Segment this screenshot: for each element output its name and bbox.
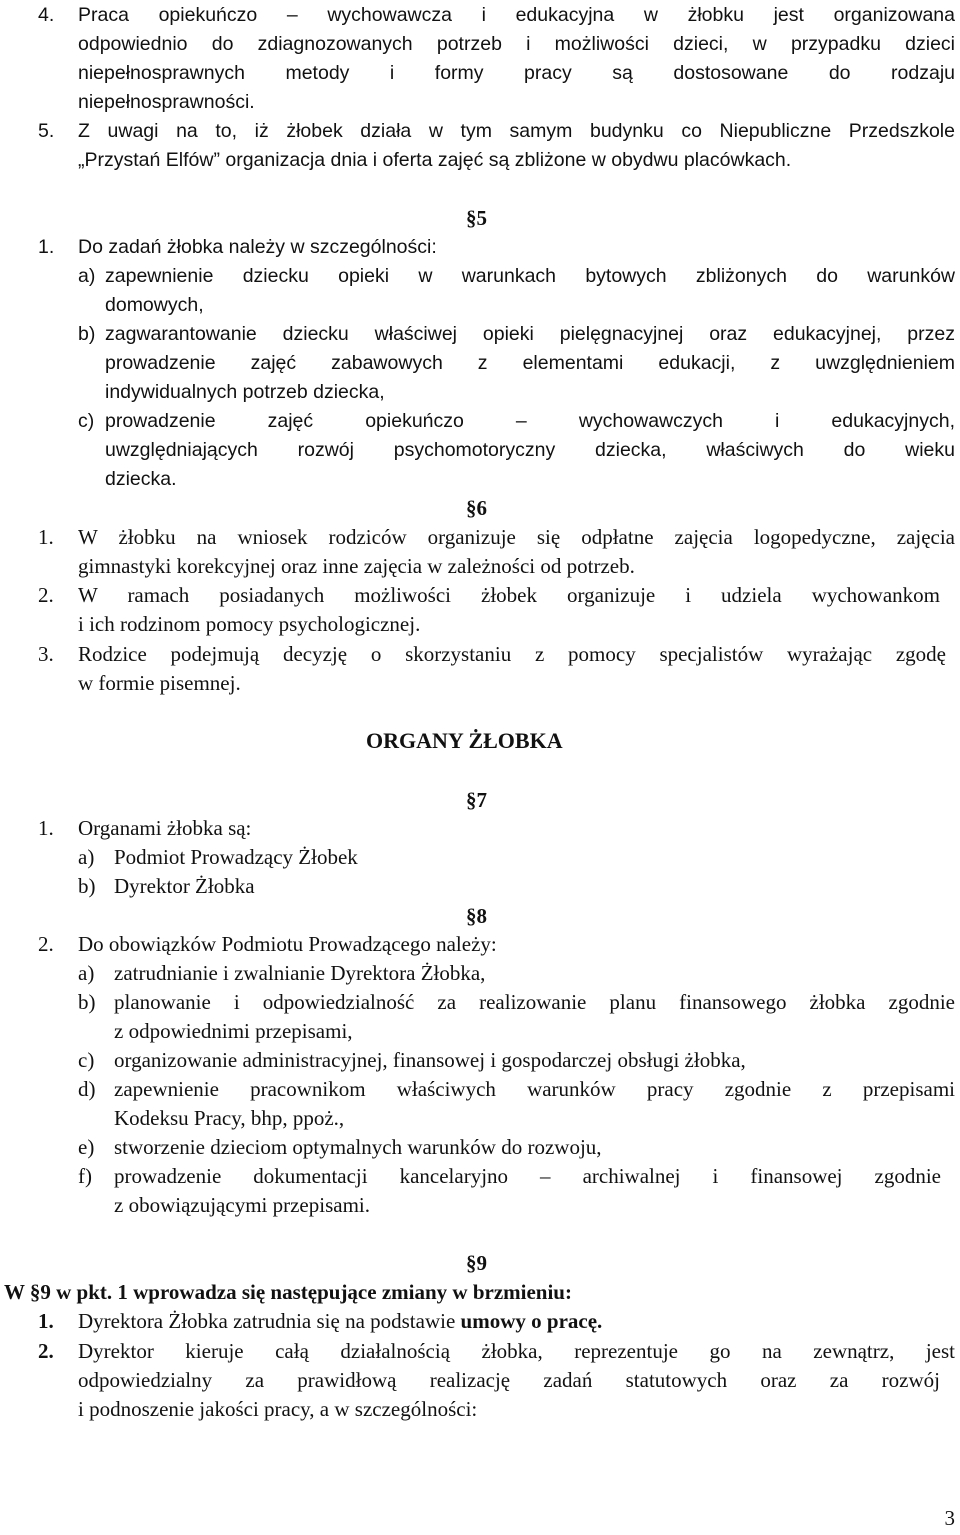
item-line: i ich rodzinom pomocy psychologicznej.: [78, 612, 421, 636]
item-number: 2.: [38, 932, 54, 956]
subitem-text: Dyrektor Żłobka: [114, 874, 255, 898]
subitem-letter: a): [78, 265, 96, 287]
subitem-text: stworzenie dzieciom optymalnych warunków do rozwoju,: [114, 1135, 602, 1159]
section-heading: §5: [466, 206, 487, 230]
item-text: [78, 1307, 602, 1336]
item-line: W ramach posiadanych możliwości żłobek organizuje i udziela wychowankom: [78, 583, 940, 607]
subitem-letter: d): [78, 1077, 96, 1101]
section-number: 7: [476, 788, 487, 812]
section-number: 5: [476, 206, 487, 230]
paragraph-line: niepełnosprawności.: [78, 91, 255, 113]
subitem-text: zatrudnianie i zwalnianie Dyrektora Żłobka,: [114, 961, 486, 985]
item-text: Do zadań żłobka należy w szczególności:: [78, 236, 437, 258]
subitem-letter: c): [78, 1048, 95, 1072]
subitem-line: Kodeksu Pracy, bhp, ppoż.,: [114, 1106, 345, 1130]
subitem-line: planowanie i odpowiedzialność za realizowanie planu finansowego żłobka zgodnie: [114, 990, 955, 1014]
subitem-line: uwzględniających rozwój psychomotoryczny dziecka, właściwych do wieku: [105, 439, 955, 461]
subitem-letter: b): [78, 990, 96, 1014]
item-number: 1.: [38, 816, 54, 840]
item-line: odpowiedzialny za prawidłową realizację zadań statutowych oraz za rozwój: [78, 1368, 940, 1392]
subitem-letter: a): [78, 845, 95, 869]
item-line: gimnastyki korekcyjnej oraz inne zajęcia w zależności od potrzeb.: [78, 554, 635, 578]
subitem-letter: b): [78, 323, 96, 345]
subitem-letter: c): [78, 410, 95, 432]
section-heading: §8: [466, 904, 487, 928]
item-text-regular: Dyrektora Żłobka zatrudnia się na podstawie: [78, 1309, 461, 1333]
subitem-line: zapewnienie dziecku opieki w warunkach bytowych zbliżonych do warunków: [105, 265, 955, 287]
subitem-line: domowych,: [105, 294, 204, 316]
subitem-line: prowadzenie dokumentacji kancelaryjno – archiwalnej i finansowej zgodnie: [114, 1164, 941, 1188]
subitem-line: dziecka.: [105, 468, 177, 490]
subitem-text: Podmiot Prowadzący Żłobek: [114, 845, 358, 869]
item-text: Organami żłobka są:: [78, 816, 252, 840]
item-line: W żłobku na wniosek rodziców organizuje się odpłatne zajęcia logopedyczne, zajęcia: [78, 525, 955, 549]
paragraph-line: odpowiednio do zdiagnozowanych potrzeb i możliwości dzieci, w przypadku dzieci: [78, 33, 955, 55]
subitem-letter: a): [78, 961, 95, 985]
subitem-line: zapewnienie pracownikom właściwych warunków pracy zgodnie z przepisami: [114, 1077, 955, 1101]
item-number: 1.: [38, 1309, 54, 1333]
paragraph-line: Z uwagi na to, iż żłobek działa w tym samym budynku co Niepubliczne Przedszkole: [78, 120, 955, 142]
subitem-letter: b): [78, 874, 96, 898]
paragraph-line: niepełnosprawnych metody i formy pracy są dostosowane do rodzaju: [78, 62, 955, 84]
item-text-bold: umowy o pracę.: [460, 1309, 603, 1333]
section-number: 9: [476, 1251, 487, 1275]
item-line: w formie pisemnej.: [78, 671, 241, 695]
item-number: 2.: [38, 1339, 54, 1363]
item-number: 4.: [38, 4, 55, 26]
subitem-line: prowadzenie zajęć opiekuńczo – wychowawczych i edukacyjnych,: [105, 410, 955, 432]
subitem-line: zagwarantowanie dziecku właściwej opieki pielęgnacyjnej oraz edukacyjnej, przez: [105, 323, 955, 345]
section-heading: §9: [466, 1251, 487, 1275]
paragraph-line: „Przystań Elfów” organizacja dnia i oferta zajęć są zbliżone w obydwu placówkach.: [78, 149, 792, 171]
subitem-text: organizowanie administracyjnej, finansowej i gospodarczej obsługi żłobka,: [114, 1048, 746, 1072]
paragraph-line: Praca opiekuńczo – wychowawcza i edukacyjna w żłobku jest organizowana: [78, 4, 955, 26]
item-line: Rodzice podejmują decyzję o skorzystaniu z pomocy specjalistów wyrażając zgodę: [78, 642, 946, 666]
subitem-letter: f): [78, 1164, 92, 1188]
subitem-line: z odpowiednimi przepisami,: [114, 1019, 353, 1043]
item-text: Do obowiązków Podmiotu Prowadzącego należy:: [78, 932, 497, 956]
subitem-line: z obowiązującymi przepisami.: [114, 1193, 370, 1217]
item-number: 3.: [38, 642, 54, 666]
section-heading: §7: [466, 788, 487, 812]
section-heading: §6: [466, 496, 487, 520]
section-number: 6: [476, 496, 487, 520]
chapter-title: ORGANY ŻŁOBKA: [366, 728, 563, 753]
subitem-letter: e): [78, 1135, 95, 1159]
section-number: 8: [476, 904, 487, 928]
item-line: i podnoszenie jakości pracy, a w szczególności:: [78, 1397, 478, 1421]
subitem-line: prowadzenie zajęć zabawowych z elementami edukacji, z uwzględnieniem: [105, 352, 955, 374]
item-number: 1.: [38, 236, 55, 258]
subitem-line: indywidualnych potrzeb dziecka,: [105, 381, 385, 403]
item-number: 1.: [38, 525, 54, 549]
item-number: 2.: [38, 583, 54, 607]
item-line: Dyrektor kieruje całą działalnością żłobka, reprezentuje go na zewnątrz, jest: [78, 1339, 955, 1363]
item-number: 5.: [38, 120, 55, 142]
amendment-intro: W §9 w pkt. 1 wprowadza się następujące zmiany w brzmieniu:: [4, 1280, 572, 1304]
page-number: 3: [944, 1506, 955, 1530]
